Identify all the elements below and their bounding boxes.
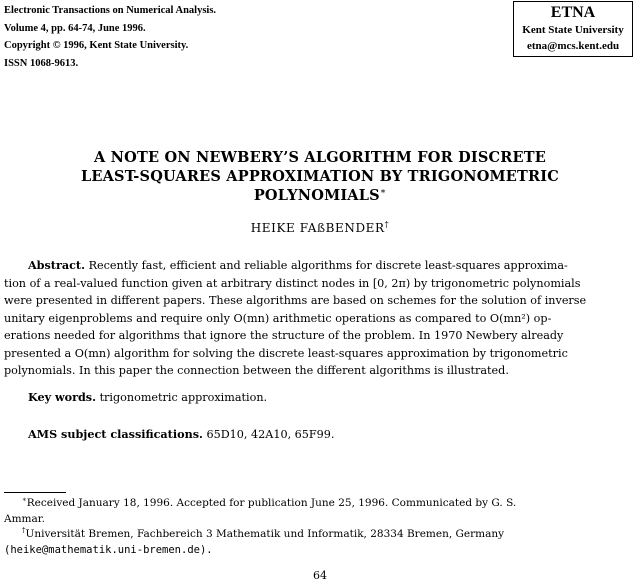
abstract-label: Abstract. bbox=[28, 258, 85, 272]
footnote-received bbox=[4, 496, 638, 512]
abstract-line: erations needed for algorithms that ignore the structure of the problem. In 1970 Newbery already bbox=[4, 329, 564, 342]
footnote-received-cont: Ammar. bbox=[4, 512, 45, 525]
abstract-text: Recently fast, efficient and reliable algorithms for discrete least-squares approxima- bbox=[88, 259, 568, 272]
received-mark: ∗ bbox=[22, 495, 27, 504]
abstract-line: tion of a real-valued function given at arbitrary distinct nodes in [0, 2π) by trigonometric polynomials bbox=[4, 276, 581, 290]
paper-title bbox=[20, 148, 620, 205]
title-line-3-text: POLYNOMIALS bbox=[253, 187, 380, 204]
author-footnote-mark: † bbox=[384, 220, 390, 229]
ams-classifications bbox=[28, 427, 334, 441]
page-number: 64 bbox=[313, 569, 327, 582]
ams-label: AMS subject classifications. bbox=[28, 427, 203, 441]
abstract-line bbox=[4, 257, 638, 275]
etna-email: etna@mcs.kent.edu bbox=[526, 40, 620, 52]
etna-box bbox=[513, 1, 633, 57]
title-line-1: A NOTE ON NEWBERY’S ALGORITHM FOR DISCRETE bbox=[93, 149, 547, 166]
publication-info bbox=[4, 2, 344, 72]
title-line-2: LEAST-SQUARES APPROXIMATION BY TRIGONOMETRIC bbox=[80, 168, 560, 185]
abstract-line: unitary eigenproblems and require only O(mn) arithmetic operations as compared to O(mn²) op- bbox=[4, 311, 552, 325]
journal-name: Electronic Transactions on Numerical Analysis. bbox=[4, 5, 217, 16]
abstract bbox=[4, 257, 638, 380]
footnote-email: (heike@mathematik.uni-bremen.de). bbox=[4, 543, 213, 556]
copyright-line: Copyright © 1996, Kent State University. bbox=[4, 40, 189, 51]
etna-name: ETNA bbox=[550, 4, 596, 21]
affil-text: Universität Bremen, Fachbereich 3 Mathematik und Informatik, 28334 Bremen, Germany bbox=[25, 528, 505, 540]
abstract-line: polynomials. In this paper the connection between the different algorithms is illustrated. bbox=[4, 364, 509, 377]
received-text: Received January 18, 1996. Accepted for publication June 25, 1996. Communicated by G. S. bbox=[26, 497, 517, 509]
footnotes bbox=[4, 496, 638, 558]
author-name: HEIKE FAßBENDER bbox=[250, 221, 385, 235]
footnote-divider bbox=[4, 492, 66, 493]
abstract-line: presented a O(mn) algorithm for solving the discrete least-squares approximation by trigonometric bbox=[4, 346, 568, 360]
title-line-3 bbox=[20, 186, 620, 205]
keywords bbox=[28, 390, 267, 404]
issn-line: ISSN 1068-9613. bbox=[4, 57, 79, 69]
author-line bbox=[20, 221, 620, 235]
volume-info: Volume 4, pp. 64-74, June 1996. bbox=[4, 22, 146, 34]
abstract-line: were presented in different papers. These algorithms are based on schemes for the solution of inverse bbox=[4, 294, 587, 307]
ams-text: 65D10, 42A10, 65F99. bbox=[206, 428, 335, 441]
title-footnote-mark: ∗ bbox=[379, 187, 387, 198]
keywords-text: trigonometric approximation. bbox=[99, 391, 268, 404]
affil-mark: † bbox=[22, 526, 26, 535]
keywords-label: Key words. bbox=[28, 390, 96, 404]
footnote-affiliation bbox=[4, 527, 638, 543]
etna-university: Kent State University bbox=[522, 24, 624, 36]
